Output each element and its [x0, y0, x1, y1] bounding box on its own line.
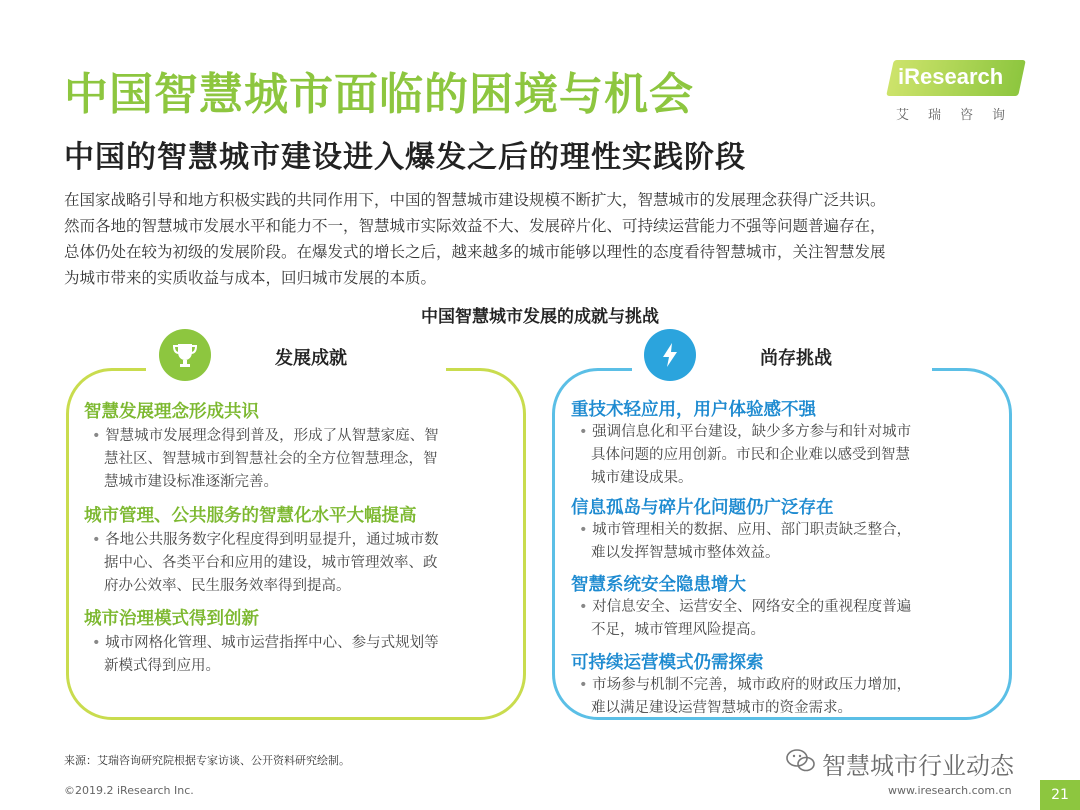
- trophy-icon: [159, 329, 211, 381]
- page-title: 中国智慧城市面临的困境与机会: [64, 69, 694, 120]
- achievements-heading: 发展成就: [275, 348, 347, 369]
- achievement-title: 城市管理、公共服务的智慧化水平大幅提高: [84, 506, 417, 526]
- copyright: ©2019.2 iResearch Inc.: [64, 784, 194, 797]
- intro-line: 在国家战略引导和地方积极实践的共同作用下，中国的智慧城市建设规模不断扩大，智慧城市的发展理念获得广泛共识。: [64, 191, 886, 209]
- page-number: 21: [1040, 780, 1080, 810]
- website-link[interactable]: www.iresearch.com.cn: [888, 784, 1012, 797]
- challenges-heading: 尚存挑战: [760, 348, 832, 369]
- achievement-text: • 各地公共服务数字化程度得到明显提升，通过城市数 据中心、各类平台和应用的建设，城市管理效率、政 府办公效率、民生服务效率得到提高。: [92, 532, 439, 594]
- lightning-icon: [644, 329, 696, 381]
- challenge-title: 可持续运营模式仍需探索: [571, 653, 764, 673]
- watermark-text: 智慧城市行业动态: [822, 752, 1014, 780]
- intro-line: 然而各地的智慧城市发展水平和能力不一，智慧城市实际效益不大、发展碎片化、可持续运营能力不强等问题普遍存在，: [64, 217, 886, 235]
- challenge-text: • 城市管理相关的数据、应用、部门职责缺乏整合， 难以发挥智慧城市整体效益。: [579, 522, 912, 561]
- page-subtitle: 中国的智慧城市建设进入爆发之后的理性实践阶段: [64, 140, 746, 175]
- watermark: [786, 746, 1014, 781]
- logo-brand: iResearch: [898, 64, 1004, 89]
- achievement-text: • 智慧城市发展理念得到普及，形成了从智慧家庭、智 慧社区、智慧城市到智慧社会的全方位智慧理念，智 慧城市建设标准逐渐完善。: [92, 428, 439, 490]
- section-title: 中国智慧城市发展的成就与挑战: [421, 307, 659, 327]
- challenge-title: 信息孤岛与碎片化问题仍广泛存在: [571, 498, 834, 518]
- challenge-title: 智慧系统安全隐患增大: [571, 575, 746, 595]
- challenge-text: • 强调信息化和平台建设，缺少多方参与和针对城市 具体问题的应用创新。市民和企业难以感受到智慧 城市建设成果。: [579, 424, 912, 486]
- achievement-title: 城市治理模式得到创新: [84, 609, 259, 629]
- intro-line: 为城市带来的实质收益与成本，回归城市发展的本质。: [64, 269, 437, 287]
- achievement-title: 智慧发展理念形成共识: [84, 402, 259, 422]
- intro-line: 总体仍处在较为初级的发展阶段。在爆发式的增长之后，越来越多的城市能够以理性的态度看待智慧城市，关注智慧发展: [64, 243, 886, 261]
- iresearch-logo: [890, 60, 1025, 130]
- challenge-text: • 对信息安全、运营安全、网络安全的重视程度普遍 不足，城市管理风险提高。: [579, 599, 912, 638]
- achievement-text: • 城市网格化管理、城市运营指挥中心、参与式规划等 新模式得到应用。: [92, 635, 439, 674]
- logo-cn-name: 艾瑞咨询: [896, 108, 1025, 123]
- challenge-title: 重技术轻应用，用户体验感不强: [571, 400, 816, 420]
- source-note: 来源：艾瑞咨询研究院根据专家访谈、公开资料研究绘制。: [64, 754, 350, 767]
- wechat-icon: [786, 748, 816, 780]
- challenge-text: • 市场参与机制不完善，城市政府的财政压力增加， 难以满足建设运营智慧城市的资金需求。: [579, 677, 912, 716]
- intro-paragraph: [64, 187, 1024, 291]
